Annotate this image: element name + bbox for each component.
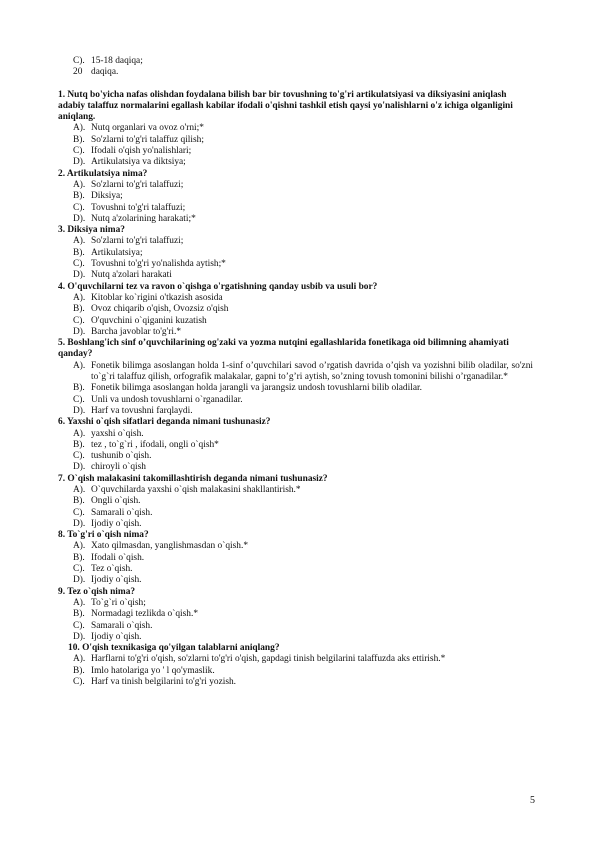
option-letter: C).	[73, 451, 85, 462]
option-letter: B).	[73, 304, 85, 315]
answer-option	[58, 609, 533, 620]
option-text: Harf va tinish belgilarini to'g'ri yozish.	[91, 677, 237, 688]
answer-option	[58, 146, 533, 157]
option-text: Unli va undosh tovushlarni o`rganadilar.	[91, 394, 243, 405]
answer-option	[58, 564, 533, 575]
option-text: Tovushni to'g'ri talaffuzi;	[91, 202, 186, 213]
option-text: Normadagi tezlikda o`qish.*	[91, 609, 199, 620]
option-letter: A).	[73, 428, 86, 439]
option-text: Artikulatsiya;	[91, 247, 143, 258]
answer-option	[58, 632, 533, 643]
option-letter: C).	[73, 507, 85, 518]
option-letter: A).	[73, 179, 86, 190]
answer-option	[58, 203, 533, 214]
answer-option	[58, 248, 533, 259]
option-text: daqiqa.	[91, 67, 119, 78]
option-letter: B).	[73, 383, 85, 394]
option-text: Samarali o`qish.	[91, 620, 153, 631]
option-text: Kitoblar ko`rigini o'tkazish asosida	[91, 292, 223, 303]
option-text: To`g`ri o`qish;	[91, 597, 146, 608]
question-title: 6. Yaxshi o`qish sifatlari deganda nimani tushunasiz?	[58, 417, 271, 428]
option-letter: D).	[73, 518, 86, 529]
option-letter: C).	[73, 259, 85, 270]
answer-option	[58, 462, 533, 473]
answer-option	[58, 214, 533, 225]
option-letter: C).	[73, 202, 85, 213]
question-title: 3. Diksiya nima?	[58, 225, 125, 236]
option-text: Barcha javoblar to'g'ri.*	[91, 326, 182, 337]
question-title: 2. Artikulatsiya nima?	[58, 168, 148, 179]
option-text: So'zlarni to'g'ri talaffuz qilish;	[91, 134, 204, 145]
answer-option	[58, 293, 533, 304]
option-text: Fonetik bilimga asoslangan holda 1-sinf o’quvchilari savod o’rgatish davrida o’qish va yozishni bilib oladilar, so'zni to`g`ri talaffuz qilish, orfografik malakalar, gapni to’g’ri aytish, so’zning tovush tomonini bilishi o’rganadilar.*	[91, 360, 533, 383]
answer-option	[58, 157, 533, 168]
option-letter: 20	[73, 67, 83, 78]
answer-option	[58, 327, 533, 338]
answer-option	[58, 259, 533, 270]
option-text: Fonetik bilimga asoslangan holda jarangli va jarangsiz undosh tovushlarni bilib oladilar.	[91, 383, 422, 394]
option-text: tez , to`g`ri , ifodali, ongli o`qish*	[91, 439, 219, 450]
question-title: 5. Boshlang'ich sinf o’quvchilarining og'zaki va yozma nutqini egallashlarida fonetikaga oid bilimning ahamiyati qanday?	[58, 338, 509, 360]
answer-option	[58, 361, 533, 384]
answer-option	[58, 395, 533, 406]
option-text: So'zlarni to'g'ri talaffuzi;	[91, 179, 184, 190]
question-title: 1. Nutq bo'yicha nafas olishdan foydalana bilish bar bir tovushning to'g'ri artikulatsiyasi va diksiyasini aniqlash adabiy talaffuz normalarini egallash kabilar ifodali o'qishni tashkil etish qaysi yo'nalishlarni o'z ichiga olganligini aniqlang.	[58, 89, 513, 123]
option-letter: D).	[73, 631, 86, 642]
answer-option	[58, 316, 533, 327]
option-text: Ijodiy o`qish.	[91, 518, 142, 529]
option-text: Harf va tovushni farqlaydi.	[91, 405, 193, 416]
option-letter: A).	[73, 654, 86, 665]
answer-option	[58, 270, 533, 281]
option-letter: C).	[73, 146, 85, 157]
option-text: Diksiya;	[91, 191, 123, 202]
option-letter: B).	[73, 134, 85, 145]
option-text: yaxshi o`qish.	[91, 428, 144, 439]
answer-option	[58, 541, 533, 552]
answer-option	[58, 575, 533, 586]
answer-option	[58, 485, 533, 496]
answer-option	[58, 383, 533, 394]
option-letter: A).	[73, 236, 86, 247]
option-text: Ovoz chiqarib o'qish, Ovozsiz o'qish	[91, 304, 229, 315]
option-letter: B).	[73, 552, 85, 563]
option-letter: D).	[73, 326, 86, 337]
option-letter: D).	[73, 270, 86, 281]
option-letter: C).	[73, 564, 85, 575]
option-text: Imlo hatolariga yo ' l qo'ymaslik.	[91, 665, 215, 676]
option-letter: A).	[73, 123, 86, 134]
answer-option	[58, 451, 533, 462]
answer-option	[58, 621, 533, 632]
option-text: Ijodiy o`qish.	[91, 575, 142, 586]
option-text: Artikulatsiya va diktsiya;	[91, 157, 186, 168]
question-title: 9. Tez o`qish nima?	[58, 586, 136, 597]
answer-option	[58, 236, 533, 247]
answer-option	[58, 666, 533, 677]
answer-option	[58, 180, 533, 191]
option-letter: D).	[73, 462, 86, 473]
answer-option	[58, 508, 533, 519]
option-letter: A).	[73, 360, 86, 371]
answer-option	[58, 553, 533, 564]
option-text: Ifodali o`qish.	[91, 552, 145, 563]
answer-option	[58, 654, 533, 665]
option-letter: B).	[73, 609, 85, 620]
page-number: 5	[530, 795, 535, 806]
document-page	[58, 56, 533, 688]
answer-option	[58, 677, 533, 688]
option-letter: C).	[73, 394, 85, 405]
answer-option	[58, 598, 533, 609]
answer-option	[58, 123, 533, 134]
answer-option	[58, 56, 533, 67]
option-text: Nutq organlari va ovoz o'rni;*	[91, 123, 204, 134]
question-title: 7. O`qish malakasini takomillashtirish deganda nimani tushunasiz?	[58, 473, 328, 484]
option-text: So'zlarni to'g'ri talaffuzi;	[91, 236, 184, 247]
answer-option	[58, 429, 533, 440]
option-text: 15-18 daqiqa;	[91, 56, 143, 66]
answer-option	[58, 406, 533, 417]
option-text: Tovushni to'g'ri yo'nalishda aytish;*	[91, 259, 226, 270]
answer-option	[58, 304, 533, 315]
option-text: Nutq a'zolarining harakati;*	[91, 213, 196, 224]
question-title: 4. O'quvchilarni tez va ravon o`qishga o'rgatishning qanday usbib va usuli bor?	[58, 281, 378, 292]
option-text: Harflarni to'g'ri o'qish, so'zlarni to'g'ri o'qish, gapdagi tinish belgilarini talaffuzda aks ettirish.*	[91, 654, 446, 665]
option-text: tushunib o`qish.	[91, 451, 152, 462]
option-letter: D).	[73, 157, 86, 168]
answer-option	[58, 191, 533, 202]
option-text: Nutq a'zolari harakati	[91, 270, 172, 281]
option-letter: B).	[73, 665, 85, 676]
option-letter: C).	[73, 620, 85, 631]
spacer	[58, 79, 533, 90]
option-letter: D).	[73, 405, 86, 416]
option-letter: B).	[73, 247, 85, 258]
option-text: Samarali o`qish.	[91, 507, 153, 518]
option-letter: A).	[73, 541, 86, 552]
option-text: Ongli o`qish.	[91, 496, 141, 507]
option-letter: A).	[73, 292, 86, 303]
option-letter: B).	[73, 439, 85, 450]
option-letter: B).	[73, 496, 85, 507]
option-text: Ijodiy o`qish.	[91, 631, 142, 642]
option-text: Xato qilmasdan, yanglishmasdan o`qish.*	[91, 541, 249, 552]
answer-option	[58, 67, 533, 78]
option-letter: A).	[73, 484, 86, 495]
option-text: O`quvchilarda yaxshi o`qish malakasini shakllantirish.*	[91, 484, 301, 495]
option-text: Ifodali o'qish yo'nalishlari;	[91, 146, 192, 157]
answer-option	[58, 496, 533, 507]
option-text: chiroyli o`qish	[91, 462, 146, 473]
answer-option	[58, 519, 533, 530]
option-text: Tez o`qish.	[91, 564, 133, 575]
option-letter: D).	[73, 575, 86, 586]
option-letter: C).	[73, 56, 85, 66]
question-title: 8. To`g'ri o`qish nima?	[58, 530, 149, 541]
question-title: 10. O'qish texnikasiga qo'yilgan talablarni aniqlang?	[68, 643, 280, 654]
option-letter: C).	[73, 315, 85, 326]
option-text: O'quvchini o`qiganini kuzatish	[91, 315, 207, 326]
answer-option	[58, 440, 533, 451]
option-letter: C).	[73, 677, 85, 688]
answer-option	[58, 135, 533, 146]
option-letter: A).	[73, 597, 86, 608]
option-letter: D).	[73, 213, 86, 224]
option-letter: B).	[73, 191, 85, 202]
